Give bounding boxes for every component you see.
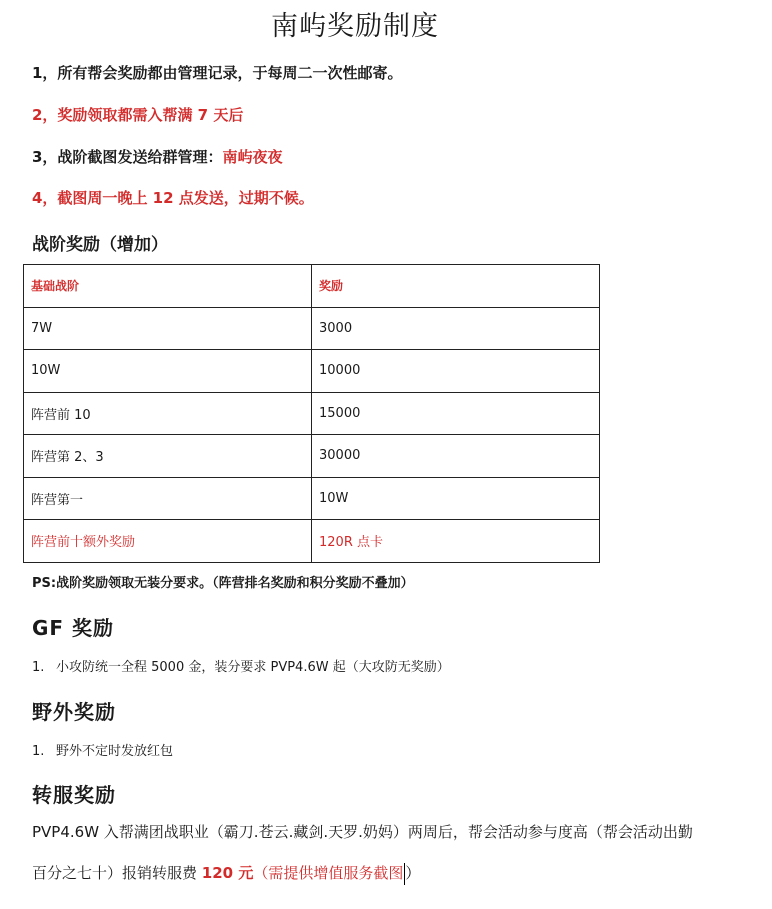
tier-reward-table [23, 264, 600, 563]
list-text: 小攻防统一全程 5000 金，装分要求 PVP4.6W 起（大攻防无奖励） [56, 660, 450, 675]
table-row [24, 350, 600, 393]
tier-note: PS:战阶奖励领取无装分要求。（阵营排名奖励和积分奖励不叠加） [32, 576, 414, 591]
reward-cell: 10W [312, 477, 600, 520]
rule-3 [32, 146, 282, 167]
transfer-section-title: 转服奖励 [32, 783, 116, 807]
transfer-close: ） [405, 864, 421, 882]
table-row [24, 435, 600, 478]
table-row [24, 392, 600, 435]
tier-cell: 10W [24, 350, 312, 393]
list-item [32, 740, 173, 759]
gf-section-title: GF 奖励 [32, 616, 115, 640]
list-text: 野外不定时发放红包 [56, 744, 174, 759]
tier-cell: 7W [24, 307, 312, 350]
tier-cell: 阵营第一 [24, 477, 312, 520]
transfer-line-1: PVP4.6W 入帮满团战职业（霸刀.苍云.藏剑.天罗.奶妈）两周后，帮会活动参与度高（帮会活动出勤 [32, 823, 693, 841]
transfer-note: （需提供增值服务截图 [253, 864, 404, 882]
page-title: 南屿奖励制度 [271, 11, 439, 42]
table-row [24, 477, 600, 520]
reward-cell: 3000 [312, 307, 600, 350]
reward-cell: 120R 点卡 [312, 520, 600, 563]
rule-2: 2，奖励领取都需入帮满 7 天后 [32, 106, 244, 124]
transfer-amount: 120 元 [201, 864, 254, 882]
reward-cell: 15000 [312, 392, 600, 435]
tier-cell: 阵营第 2、3 [24, 435, 312, 478]
header-base-tier: 基础战阶 [24, 265, 312, 308]
rule-4: 4，截图周一晚上 12 点发送，过期不候。 [32, 189, 314, 207]
tier-cell: 阵营前十额外奖励 [24, 520, 312, 563]
list-number: 1. [32, 660, 45, 675]
transfer-text: 百分之七十）报销转服费 [32, 864, 202, 882]
list-item [32, 656, 450, 675]
transfer-line-2 [32, 862, 420, 885]
admin-name: 南屿夜夜 [222, 148, 283, 166]
tier-section-title: 战阶奖励（增加） [32, 235, 168, 255]
rule-1: 1，所有帮会奖励都由管理记录，于每周二一次性邮寄。 [32, 64, 403, 82]
wild-section-title: 野外奖励 [32, 700, 116, 724]
table-header-row [24, 265, 600, 308]
table-row [24, 307, 600, 350]
reward-cell: 10000 [312, 350, 600, 393]
reward-cell: 30000 [312, 435, 600, 478]
table-row-extra-reward [24, 520, 600, 563]
rule-3-text: 3，战阶截图发送给群管理： [32, 148, 223, 166]
header-reward: 奖励 [312, 265, 600, 308]
list-number: 1. [32, 744, 45, 759]
tier-cell: 阵营前 10 [24, 392, 312, 435]
